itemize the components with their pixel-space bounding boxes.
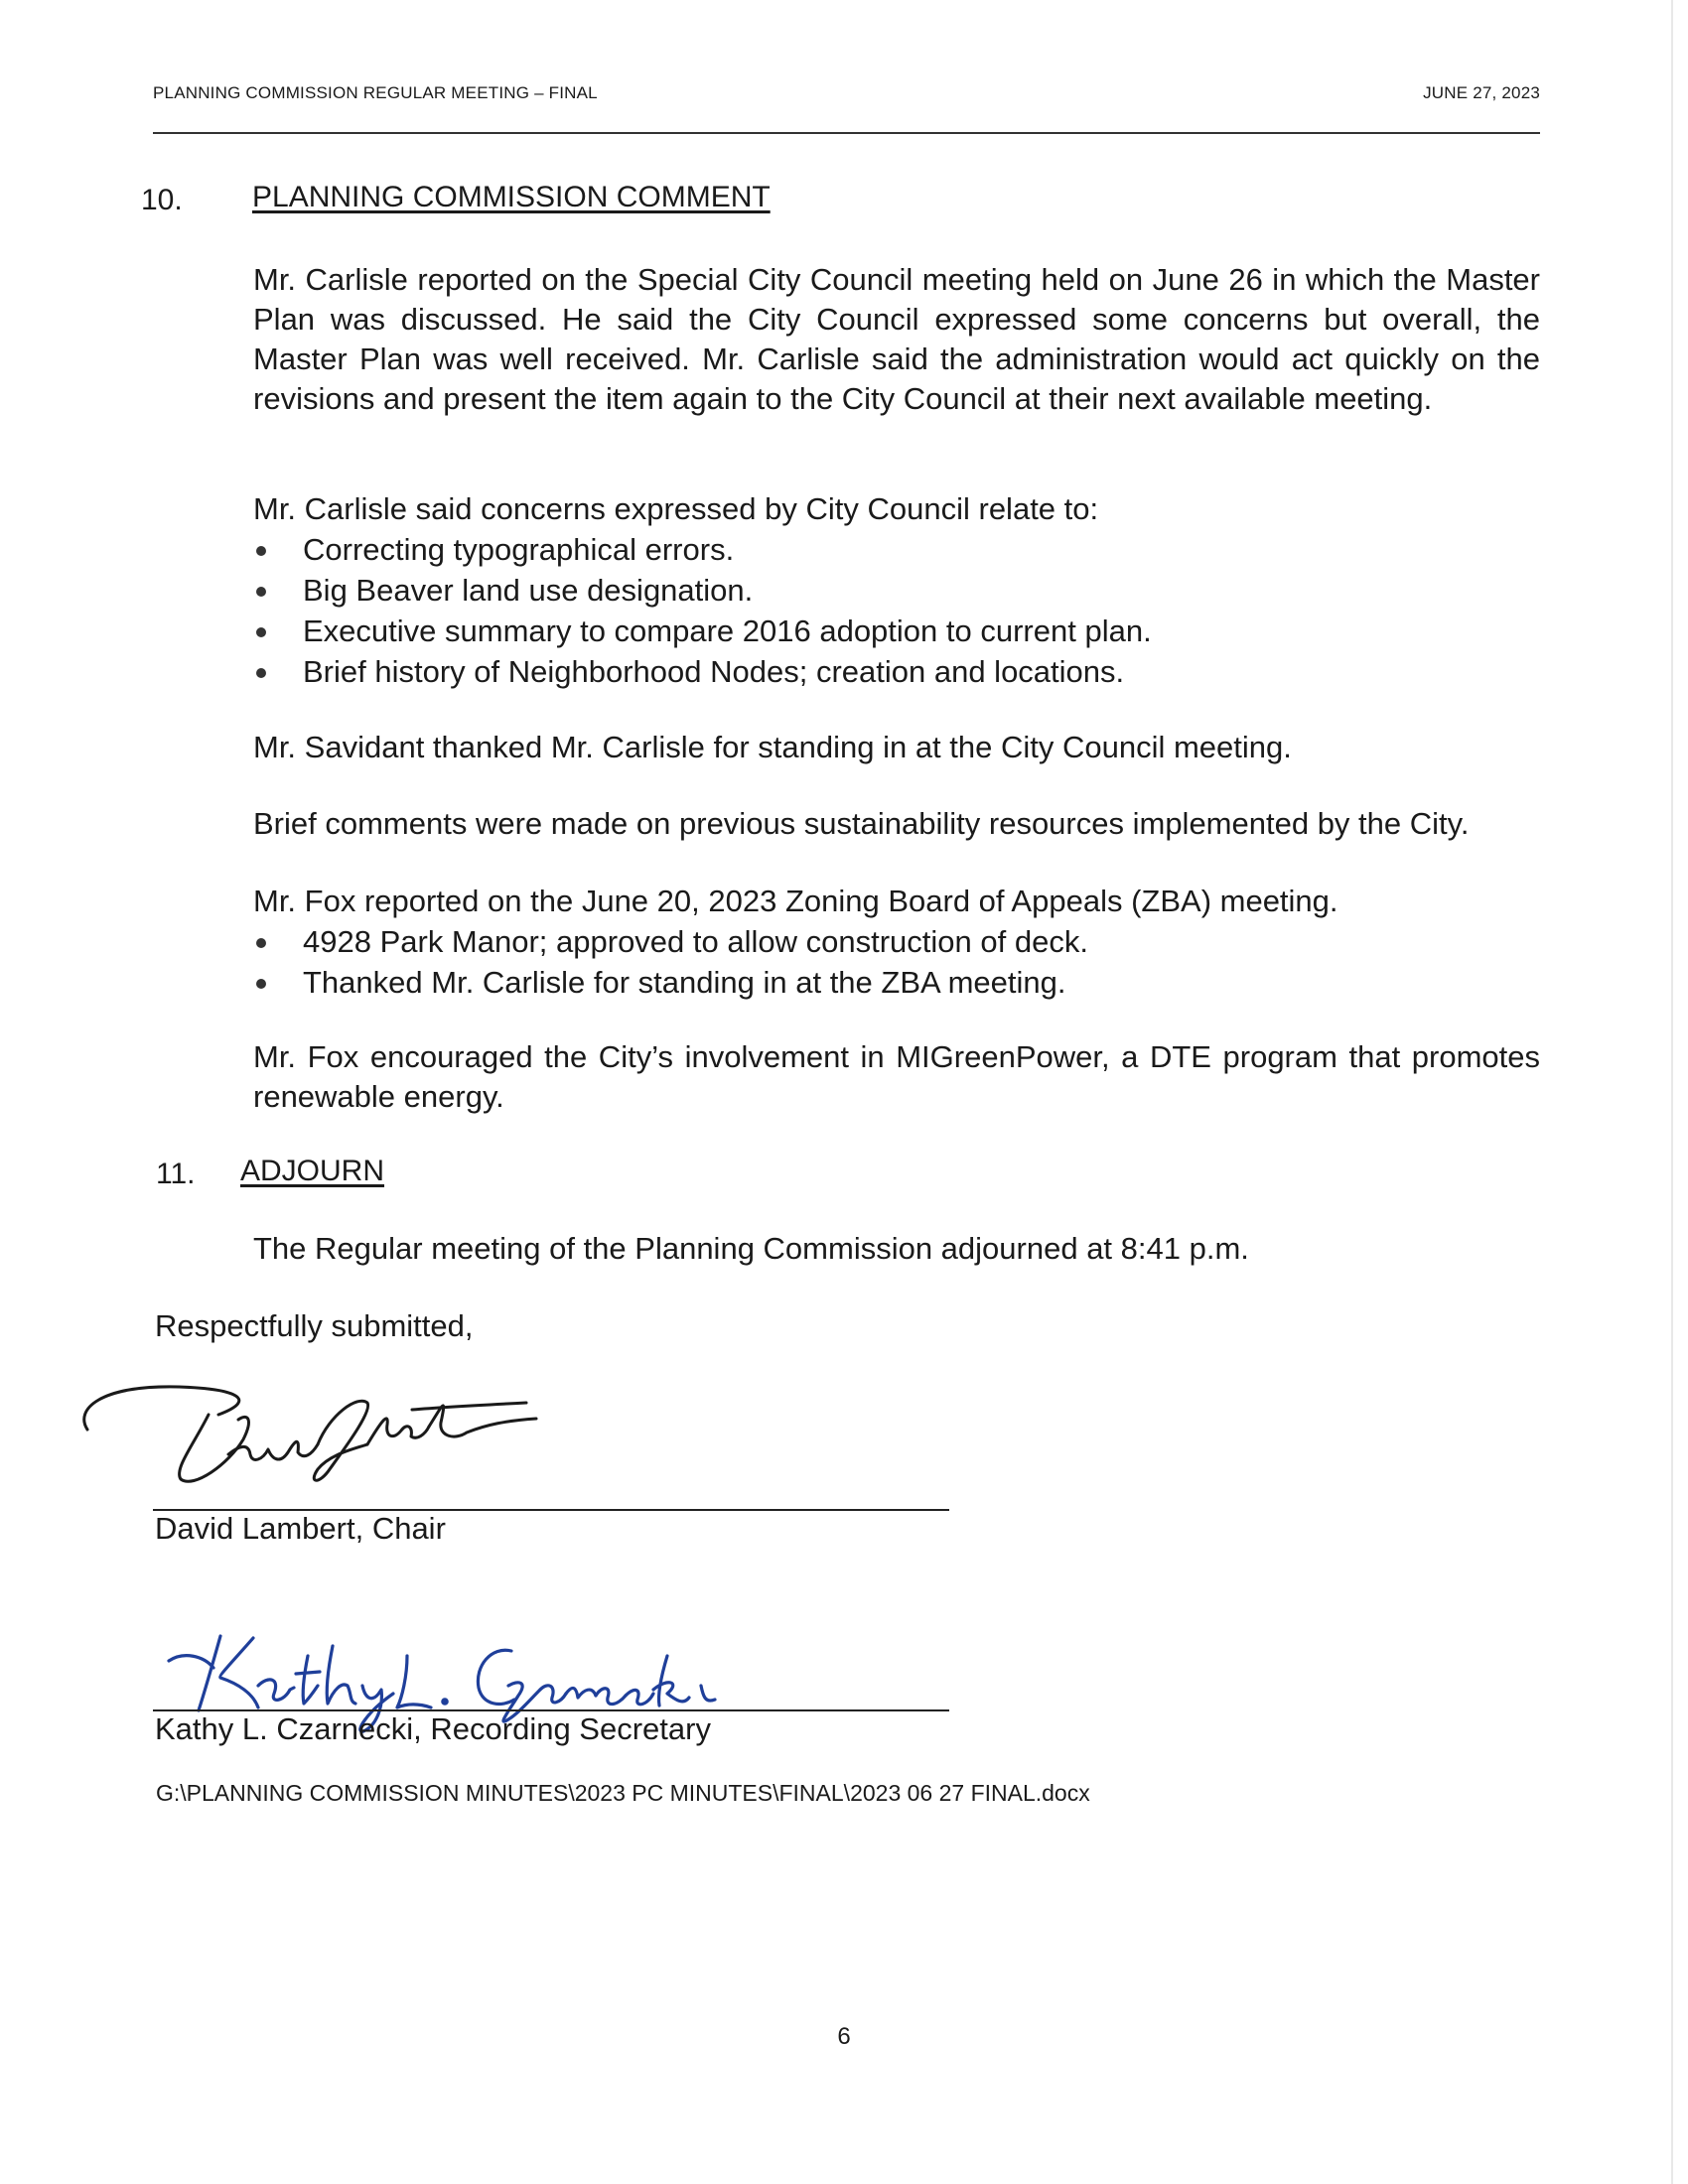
section-10-paragraph-3: Mr. Savidant thanked Mr. Carlisle for standing in at the City Council meeting. bbox=[253, 730, 1292, 764]
list-item: Brief history of Neighborhood Nodes; creation and locations. bbox=[253, 651, 1152, 692]
header-divider bbox=[153, 132, 1540, 134]
page-number: 6 bbox=[837, 2023, 851, 2050]
section-10-number: 10. bbox=[141, 184, 183, 216]
section-10-paragraph-4: Brief comments were made on previous sustainability resources implemented by the City. bbox=[253, 806, 1470, 841]
closing-text: Respectfully submitted, bbox=[155, 1308, 474, 1343]
header-title: PLANNING COMMISSION REGULAR MEETING – FINAL bbox=[153, 83, 598, 102]
list-item: Thanked Mr. Carlisle for standing in at the ZBA meeting. bbox=[253, 962, 1088, 1003]
list-item: Executive summary to compare 2016 adoption to current plan. bbox=[253, 611, 1152, 651]
zba-list bbox=[253, 921, 1088, 1003]
concerns-list bbox=[253, 529, 1152, 692]
list-item: Big Beaver land use designation. bbox=[253, 570, 1152, 611]
adjourn-text: The Regular meeting of the Planning Commission adjourned at 8:41 p.m. bbox=[253, 1231, 1249, 1266]
section-10-paragraph-1: Mr. Carlisle reported on the Special City Council meeting held on June 26 in which the Master Plan was discussed. He said the City Council expressed some concerns but overall, the Master Plan was well received. Mr. Carlisle said the administration would act quickly on the revisions and present the item again to the City Council at their next available meeting. bbox=[253, 262, 1540, 416]
file-path: G:\PLANNING COMMISSION MINUTES\2023 PC MINUTES\FINAL\2023 06 27 FINAL.docx bbox=[156, 1780, 1090, 1806]
section-10-zba-intro: Mr. Fox reported on the June 20, 2023 Zoning Board of Appeals (ZBA) meeting. bbox=[253, 884, 1338, 918]
section-10-title: PLANNING COMMISSION COMMENT bbox=[252, 181, 771, 213]
chair-name: David Lambert, Chair bbox=[155, 1511, 446, 1546]
section-10-concerns-intro: Mr. Carlisle said concerns expressed by City Council relate to: bbox=[253, 491, 1099, 526]
header-date: JUNE 27, 2023 bbox=[1423, 83, 1540, 102]
chair-signature bbox=[70, 1375, 546, 1504]
secretary-name: Kathy L. Czarnecki, Recording Secretary bbox=[155, 1711, 711, 1746]
list-item: 4928 Park Manor; approved to allow construction of deck. bbox=[253, 921, 1088, 962]
section-11-title: ADJOURN bbox=[240, 1155, 385, 1187]
page-edge bbox=[1671, 0, 1673, 2184]
section-11-number: 11. bbox=[156, 1158, 196, 1190]
list-item: Correcting typographical errors. bbox=[253, 529, 1152, 570]
section-10-paragraph-6: Mr. Fox encouraged the City’s involvement in MIGreenPower, a DTE program that promotes renewable energy. bbox=[253, 1039, 1540, 1114]
